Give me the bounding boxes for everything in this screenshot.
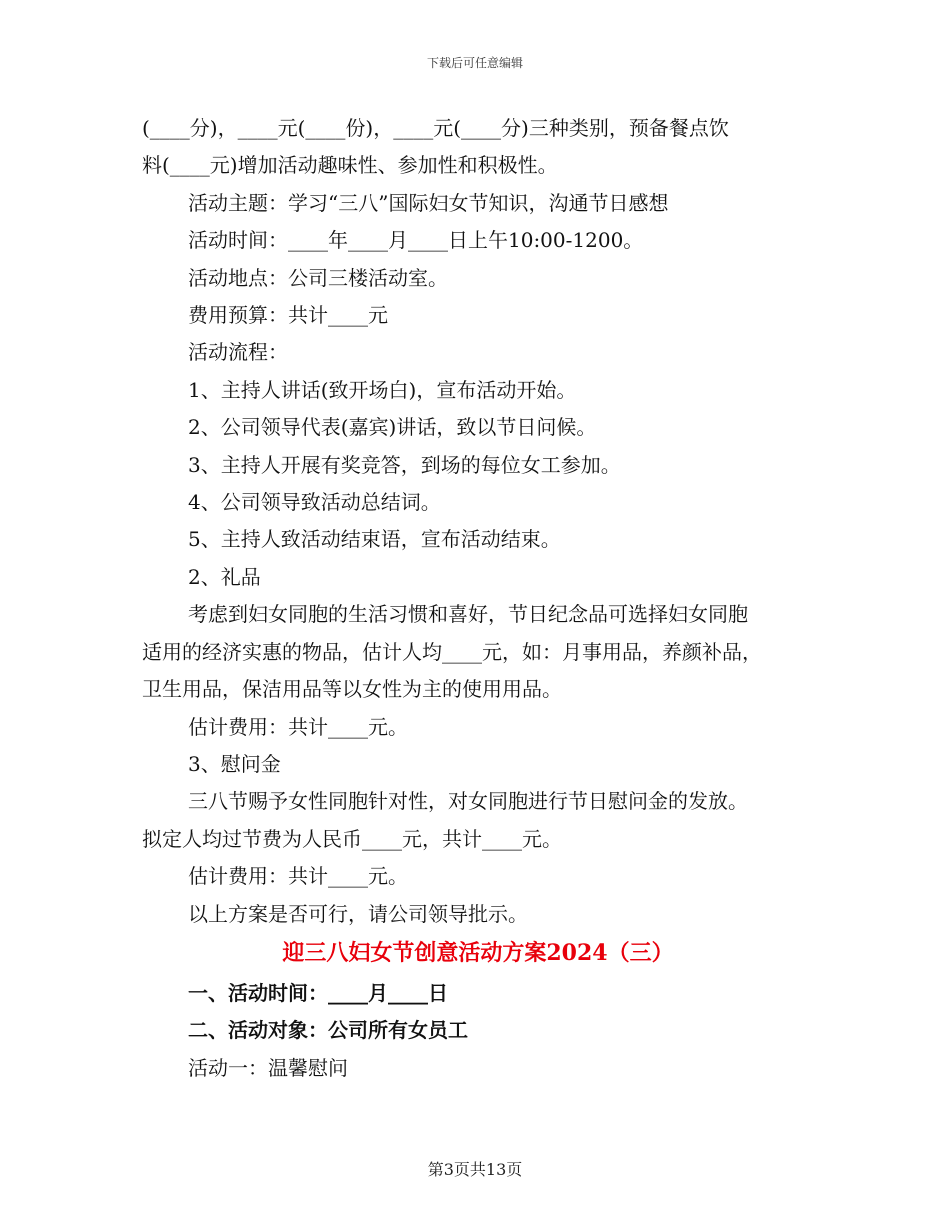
page-header: 下载后可任意编辑 <box>426 56 523 70</box>
process-step: 2、公司领导代表(嘉宾)讲话，致以节日问候。 <box>188 415 597 440</box>
condolence-heading: 3、慰问金 <box>188 751 281 776</box>
activity-theme: 活动主题：学习“三八”国际妇女节知识，沟通节日感想 <box>188 190 669 215</box>
approval-line: 以上方案是否可行，请公司领导批示。 <box>188 901 528 926</box>
activity-one: 活动一：温馨慰问 <box>188 1055 348 1080</box>
paragraph-line: 料(____元)增加活动趣味性、参加性和积极性。 <box>142 153 558 178</box>
activity-target-heading: 二、活动对象：公司所有女员工 <box>188 1018 468 1043</box>
activity-time: 活动时间：____年____月____日上午10:00-1200。 <box>188 228 644 253</box>
section-title: 迎三八妇女节创意活动方案2024（三） <box>282 939 674 966</box>
gift-heading: 2、礼品 <box>188 564 261 589</box>
process-step: 4、公司领导致活动总结词。 <box>188 490 441 515</box>
paragraph-line: 适用的经济实惠的物品，估计人均____元，如：月事用品，养颜补品， <box>142 639 762 664</box>
process-step: 5、主持人致活动结束语，宣布活动结束。 <box>188 527 561 552</box>
paragraph-line: 卫生用品，保洁用品等以女性为主的使用用品。 <box>142 677 562 702</box>
process-step: 1、主持人讲话(致开场白)，宣布活动开始。 <box>188 377 577 402</box>
process-step: 3、主持人开展有奖竞答，到场的每位女工参加。 <box>188 452 621 477</box>
document-body <box>142 110 814 1087</box>
paragraph-line: (____分)，____元(____份)，____元(____分)三种类别，预备餐点饮 <box>142 116 729 140</box>
budget: 费用预算：共计____元 <box>188 303 388 328</box>
page-footer: 第3页共13页 <box>427 1160 523 1179</box>
process-heading: 活动流程： <box>188 340 288 365</box>
paragraph-line: 考虑到妇女同胞的生活习惯和喜好，节日纪念品可选择妇女同胞 <box>188 602 748 627</box>
estimated-cost: 估计费用：共计____元。 <box>188 714 408 739</box>
paragraph-line: 拟定人均过节费为人民币____元，共计____元。 <box>142 826 562 851</box>
paragraph-line: 三八节赐予女性同胞针对性，对女同胞进行节日慰问金的发放。 <box>188 789 748 814</box>
estimated-cost: 估计费用：共计____元。 <box>188 864 408 889</box>
activity-location: 活动地点：公司三楼活动室。 <box>188 265 448 290</box>
activity-time-heading: 一、活动时间：____月____日 <box>188 980 448 1005</box>
